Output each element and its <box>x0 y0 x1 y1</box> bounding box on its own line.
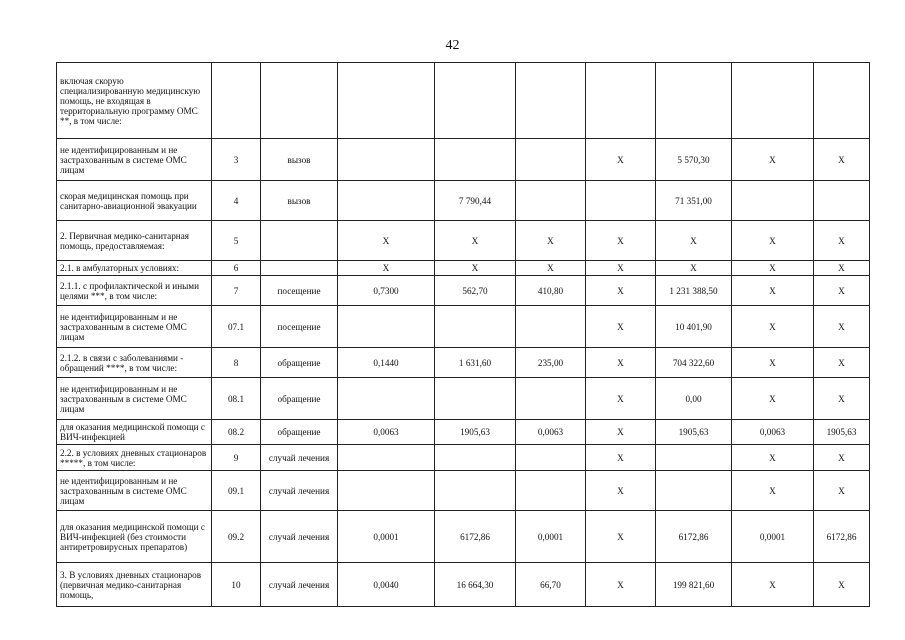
table-cell <box>338 306 435 348</box>
table-cell: 0,7300 <box>338 276 435 306</box>
table-cell: 235,00 <box>516 348 586 378</box>
table-cell: X <box>586 139 656 181</box>
table-row <box>57 378 870 420</box>
table-cell: обращение <box>261 420 338 445</box>
table-cell <box>516 63 586 139</box>
table-cell <box>516 378 586 420</box>
table-row <box>57 511 870 563</box>
table-cell: X <box>656 261 732 276</box>
table-cell <box>338 378 435 420</box>
table-cell: 66,70 <box>516 563 586 607</box>
table-cell: 0,0001 <box>516 511 586 563</box>
table-cell: 1 631,60 <box>435 348 516 378</box>
row-description-cell: не идентифицированным и не застрахованным в системе ОМС лицам <box>57 471 212 511</box>
table-row <box>57 221 870 261</box>
table-cell: X <box>814 445 870 471</box>
table-cell: 0,0001 <box>338 511 435 563</box>
row-description-cell: включая скорую специализированную медицинскую помощь, не входящая в территориальную программу ОМС **, в том числе: <box>57 63 212 139</box>
table-cell <box>435 63 516 139</box>
row-description-cell: скорая медицинская помощь при санитарно-авиационной эвакуации <box>57 181 212 221</box>
table-cell <box>516 445 586 471</box>
row-description-cell: 3. В условиях дневных стационаров (первичная медико-санитарная помощь, <box>57 563 212 607</box>
row-description-cell: 2. Первичная медико-санитарная помощь, предоставляемая: <box>57 221 212 261</box>
table-cell: X <box>656 221 732 261</box>
table-cell <box>732 63 814 139</box>
table-cell: 16 664,30 <box>435 563 516 607</box>
table-cell: X <box>586 261 656 276</box>
table-cell <box>435 378 516 420</box>
table-cell: 08.1 <box>212 378 261 420</box>
table-cell: 0,0063 <box>516 420 586 445</box>
table-cell: 0,0063 <box>732 420 814 445</box>
table-cell: 6172,86 <box>814 511 870 563</box>
table-cell <box>338 63 435 139</box>
table-cell: X <box>516 261 586 276</box>
table-row <box>57 261 870 276</box>
table-cell: 1905,63 <box>814 420 870 445</box>
row-description-cell: 2.1.1. с профилактической и иными целями ***, в том числе: <box>57 276 212 306</box>
table-cell: X <box>814 261 870 276</box>
table-row <box>57 471 870 511</box>
table-cell <box>656 445 732 471</box>
table-cell: X <box>586 471 656 511</box>
table-cell: X <box>586 276 656 306</box>
table-cell: X <box>814 348 870 378</box>
table-cell: случай лечения <box>261 511 338 563</box>
table-cell: 71 351,00 <box>656 181 732 221</box>
table-cell: X <box>814 139 870 181</box>
table-cell: случай лечения <box>261 563 338 607</box>
table-cell: X <box>814 471 870 511</box>
table-cell: X <box>732 276 814 306</box>
table-cell: вызов <box>261 139 338 181</box>
table-cell: X <box>814 378 870 420</box>
table-cell: X <box>586 563 656 607</box>
table-cell: 1905,63 <box>656 420 732 445</box>
table-row <box>57 563 870 607</box>
table-body <box>57 63 870 607</box>
table-cell: X <box>435 261 516 276</box>
table-cell: X <box>516 221 586 261</box>
table-cell: 1 231 388,50 <box>656 276 732 306</box>
table-cell: посещение <box>261 276 338 306</box>
table-cell: 7 <box>212 276 261 306</box>
table-row <box>57 181 870 221</box>
table-cell <box>435 139 516 181</box>
table-cell: 704 322,60 <box>656 348 732 378</box>
row-description-cell: не идентифицированным и не застрахованным в системе ОМС лицам <box>57 378 212 420</box>
table-cell <box>435 445 516 471</box>
table-cell <box>732 181 814 221</box>
table-cell <box>516 306 586 348</box>
table-cell: X <box>732 261 814 276</box>
table-cell <box>516 181 586 221</box>
table-cell: посещение <box>261 306 338 348</box>
table-cell <box>212 63 261 139</box>
row-description-cell: 2.1.2. в связи с заболеваниями - обращений ****, в том числе: <box>57 348 212 378</box>
table-cell: 7 790,44 <box>435 181 516 221</box>
row-description-cell: для оказания медицинской помощи с ВИЧ-инфекцией <box>57 420 212 445</box>
table-cell: X <box>814 563 870 607</box>
table-row <box>57 276 870 306</box>
table-cell: вызов <box>261 181 338 221</box>
table-cell: X <box>732 471 814 511</box>
table-cell: X <box>732 306 814 348</box>
table-cell: 6172,86 <box>656 511 732 563</box>
table-cell: случай лечения <box>261 445 338 471</box>
table-cell: 562,70 <box>435 276 516 306</box>
table-cell: X <box>586 306 656 348</box>
table-cell: 0,00 <box>656 378 732 420</box>
table-cell: X <box>338 261 435 276</box>
table-cell: X <box>732 348 814 378</box>
table-row <box>57 139 870 181</box>
table-cell: 199 821,60 <box>656 563 732 607</box>
table-row <box>57 306 870 348</box>
page-number: 42 <box>445 38 460 53</box>
table-cell: 09.2 <box>212 511 261 563</box>
row-description-cell: не идентифицированным и не застрахованным в системе ОМС лицам <box>57 139 212 181</box>
table-row <box>57 420 870 445</box>
row-description-cell: 2.2. в условиях дневных стационаров *****, в том числе: <box>57 445 212 471</box>
table-cell <box>814 63 870 139</box>
table-cell: X <box>732 221 814 261</box>
table-cell: 10 <box>212 563 261 607</box>
table-cell: 410,80 <box>516 276 586 306</box>
table-cell: 6 <box>212 261 261 276</box>
table-cell <box>338 181 435 221</box>
table-cell: обращение <box>261 348 338 378</box>
row-description-cell: для оказания медицинской помощи с ВИЧ-инфекцией (без стоимости антиретровирусных препаратов) <box>57 511 212 563</box>
table-cell <box>516 139 586 181</box>
table-cell <box>261 63 338 139</box>
table-cell: X <box>586 378 656 420</box>
table-row <box>57 63 870 139</box>
table-cell <box>338 445 435 471</box>
table-cell: 10 401,90 <box>656 306 732 348</box>
table-cell: X <box>732 139 814 181</box>
table-row <box>57 348 870 378</box>
table-cell: обращение <box>261 378 338 420</box>
table-cell: X <box>586 221 656 261</box>
table-cell: X <box>586 420 656 445</box>
table-cell: X <box>435 221 516 261</box>
table-cell <box>261 261 338 276</box>
table-cell: 0,0063 <box>338 420 435 445</box>
table-cell: X <box>814 221 870 261</box>
table-cell: X <box>814 276 870 306</box>
table-cell: 5 <box>212 221 261 261</box>
table-row <box>57 445 870 471</box>
table-cell: 0,0040 <box>338 563 435 607</box>
table-cell: случай лечения <box>261 471 338 511</box>
table-cell <box>338 471 435 511</box>
table-cell: 09.1 <box>212 471 261 511</box>
table-cell: X <box>586 511 656 563</box>
table-cell <box>261 221 338 261</box>
table-cell <box>586 181 656 221</box>
table-cell: X <box>814 306 870 348</box>
table-cell <box>435 306 516 348</box>
table-cell <box>586 63 656 139</box>
table-cell: X <box>732 378 814 420</box>
table-cell <box>435 471 516 511</box>
table-cell: X <box>732 445 814 471</box>
table-cell: X <box>338 221 435 261</box>
table-cell: 6172,86 <box>435 511 516 563</box>
table-cell: 4 <box>212 181 261 221</box>
table-cell <box>656 63 732 139</box>
table-cell: 0,0001 <box>732 511 814 563</box>
table-cell: 8 <box>212 348 261 378</box>
table-cell: X <box>586 348 656 378</box>
table-cell: 07.1 <box>212 306 261 348</box>
table-cell: 5 570,30 <box>656 139 732 181</box>
table-cell: 1905,63 <box>435 420 516 445</box>
table-cell <box>338 139 435 181</box>
row-description-cell: 2.1. в амбулаторных условиях: <box>57 261 212 276</box>
table-cell: 9 <box>212 445 261 471</box>
financing-table <box>56 62 870 607</box>
table-cell <box>656 471 732 511</box>
row-description-cell: не идентифицированным и не застрахованным в системе ОМС лицам <box>57 306 212 348</box>
table-cell: 08.2 <box>212 420 261 445</box>
table-cell <box>516 471 586 511</box>
table-cell: 3 <box>212 139 261 181</box>
table-cell <box>814 181 870 221</box>
table-cell: X <box>732 563 814 607</box>
table-cell: 0,1440 <box>338 348 435 378</box>
table-cell: X <box>586 445 656 471</box>
